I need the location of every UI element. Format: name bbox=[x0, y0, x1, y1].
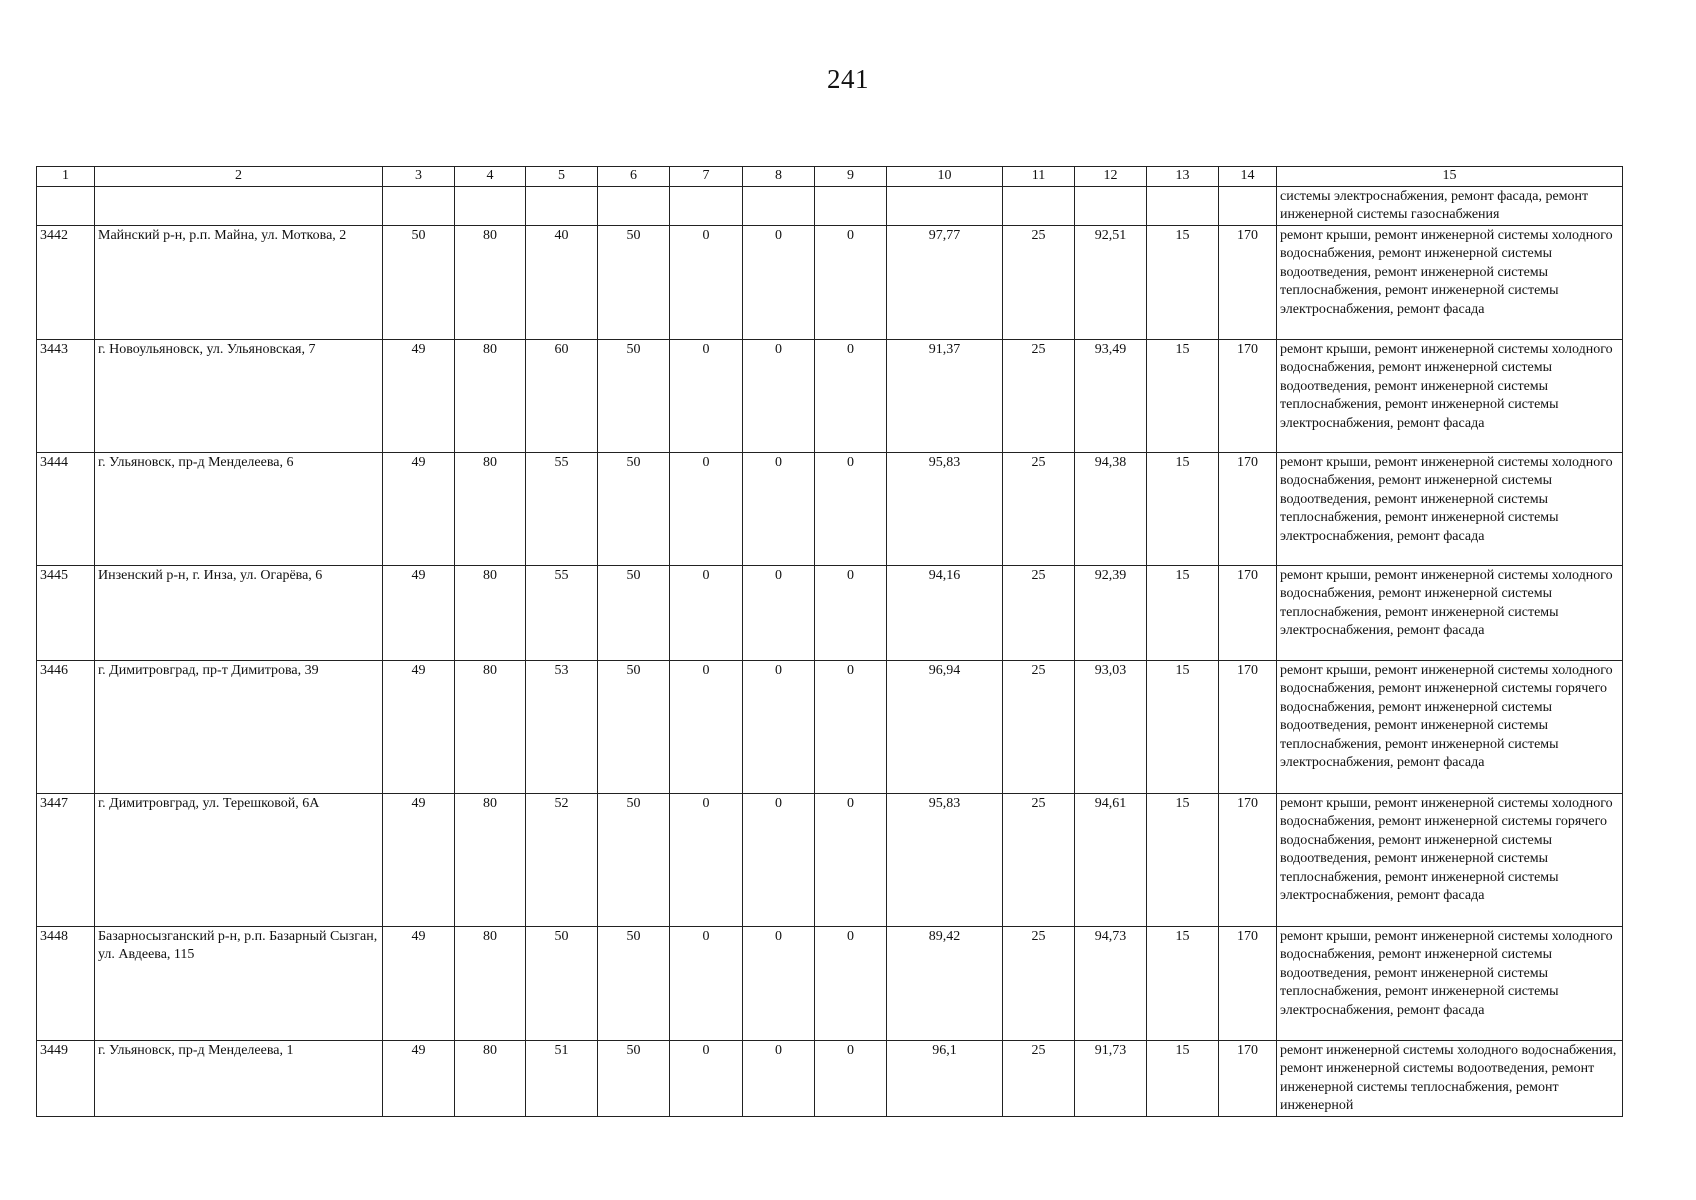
value-cell: 80 bbox=[455, 660, 526, 793]
value-cell: 170 bbox=[1219, 452, 1277, 565]
value-cell: 51 bbox=[526, 1040, 598, 1116]
table-cell bbox=[95, 186, 383, 225]
row-number-cell: 3446 bbox=[37, 660, 95, 793]
table-row bbox=[37, 660, 1623, 793]
column-header: 1 bbox=[37, 167, 95, 187]
value-cell: 80 bbox=[455, 225, 526, 339]
value-cell: 80 bbox=[455, 1040, 526, 1116]
value-cell: 50 bbox=[598, 660, 670, 793]
value-cell: 55 bbox=[526, 565, 598, 660]
value-cell: 80 bbox=[455, 565, 526, 660]
column-header: 12 bbox=[1075, 167, 1147, 187]
value-cell: 0 bbox=[670, 793, 743, 926]
value-cell: 91,73 bbox=[1075, 1040, 1147, 1116]
table-cell bbox=[1003, 186, 1075, 225]
table-cell bbox=[598, 186, 670, 225]
works-cell: ремонт инженерной системы холодного водоснабжения, ремонт инженерной системы водоотведения, ремонт инженерной системы теплоснабжения, ремонт инженерной bbox=[1277, 1040, 1623, 1116]
housing-repair-table bbox=[36, 166, 1623, 1117]
value-cell: 170 bbox=[1219, 926, 1277, 1040]
value-cell: 15 bbox=[1147, 1040, 1219, 1116]
value-cell: 60 bbox=[526, 339, 598, 452]
value-cell: 0 bbox=[815, 339, 887, 452]
value-cell: 49 bbox=[383, 926, 455, 1040]
value-cell: 96,1 bbox=[887, 1040, 1003, 1116]
value-cell: 80 bbox=[455, 452, 526, 565]
row-number-cell: 3447 bbox=[37, 793, 95, 926]
works-cell: ремонт крыши, ремонт инженерной системы холодного водоснабжения, ремонт инженерной системы водоотведения, ремонт инженерной системы теплоснабжения, ремонт инженерной системы электроснабжения, ремонт фасада bbox=[1277, 926, 1623, 1040]
column-header: 10 bbox=[887, 167, 1003, 187]
works-cell: ремонт крыши, ремонт инженерной системы холодного водоснабжения, ремонт инженерной системы водоотведения, ремонт инженерной системы теплоснабжения, ремонт инженерной системы электроснабжения, ремонт фасада bbox=[1277, 339, 1623, 452]
value-cell: 170 bbox=[1219, 565, 1277, 660]
table-row bbox=[37, 793, 1623, 926]
value-cell: 0 bbox=[743, 452, 815, 565]
value-cell: 15 bbox=[1147, 660, 1219, 793]
value-cell: 0 bbox=[670, 1040, 743, 1116]
value-cell: 0 bbox=[670, 660, 743, 793]
value-cell: 92,51 bbox=[1075, 225, 1147, 339]
table-cell bbox=[455, 186, 526, 225]
value-cell: 49 bbox=[383, 565, 455, 660]
address-cell: г. Димитровград, ул. Терешковой, 6А bbox=[95, 793, 383, 926]
column-header: 13 bbox=[1147, 167, 1219, 187]
value-cell: 0 bbox=[670, 225, 743, 339]
value-cell: 80 bbox=[455, 926, 526, 1040]
row-number-cell: 3443 bbox=[37, 339, 95, 452]
table-cell bbox=[815, 186, 887, 225]
value-cell: 49 bbox=[383, 339, 455, 452]
value-cell: 170 bbox=[1219, 660, 1277, 793]
value-cell: 53 bbox=[526, 660, 598, 793]
value-cell: 25 bbox=[1003, 339, 1075, 452]
value-cell: 95,83 bbox=[887, 793, 1003, 926]
value-cell: 49 bbox=[383, 793, 455, 926]
page-number: 241 bbox=[827, 64, 869, 94]
value-cell: 94,73 bbox=[1075, 926, 1147, 1040]
value-cell: 49 bbox=[383, 452, 455, 565]
value-cell: 50 bbox=[598, 452, 670, 565]
value-cell: 94,16 bbox=[887, 565, 1003, 660]
value-cell: 25 bbox=[1003, 926, 1075, 1040]
value-cell: 0 bbox=[670, 452, 743, 565]
works-cell: ремонт крыши, ремонт инженерной системы холодного водоснабжения, ремонт инженерной системы горячего водоснабжения, ремонт инженерной системы водоотведения, ремонт инженерной системы теплоснабжения, ремонт инженерной системы электроснабжения, ремонт фасада bbox=[1277, 660, 1623, 793]
value-cell: 80 bbox=[455, 339, 526, 452]
column-header: 6 bbox=[598, 167, 670, 187]
value-cell: 25 bbox=[1003, 565, 1075, 660]
table-row bbox=[37, 452, 1623, 565]
value-cell: 25 bbox=[1003, 225, 1075, 339]
address-cell: г. Ульяновск, пр-д Менделеева, 1 bbox=[95, 1040, 383, 1116]
table-cell bbox=[526, 186, 598, 225]
value-cell: 0 bbox=[743, 339, 815, 452]
value-cell: 93,03 bbox=[1075, 660, 1147, 793]
value-cell: 0 bbox=[743, 926, 815, 1040]
value-cell: 15 bbox=[1147, 339, 1219, 452]
address-cell: Базарносызганский р-н, р.п. Базарный Сызган, ул. Авдеева, 115 bbox=[95, 926, 383, 1040]
value-cell: 50 bbox=[598, 225, 670, 339]
column-header: 2 bbox=[95, 167, 383, 187]
value-cell: 91,37 bbox=[887, 339, 1003, 452]
column-header: 4 bbox=[455, 167, 526, 187]
value-cell: 49 bbox=[383, 1040, 455, 1116]
value-cell: 94,61 bbox=[1075, 793, 1147, 926]
value-cell: 170 bbox=[1219, 339, 1277, 452]
table-cell bbox=[1075, 186, 1147, 225]
column-header: 3 bbox=[383, 167, 455, 187]
column-header: 7 bbox=[670, 167, 743, 187]
table-row bbox=[37, 225, 1623, 339]
column-header: 15 bbox=[1277, 167, 1623, 187]
value-cell: 0 bbox=[670, 339, 743, 452]
column-header: 14 bbox=[1219, 167, 1277, 187]
value-cell: 0 bbox=[743, 565, 815, 660]
table-cell bbox=[670, 186, 743, 225]
value-cell: 92,39 bbox=[1075, 565, 1147, 660]
row-number-cell: 3442 bbox=[37, 225, 95, 339]
value-cell: 95,83 bbox=[887, 452, 1003, 565]
value-cell: 0 bbox=[743, 225, 815, 339]
value-cell: 25 bbox=[1003, 452, 1075, 565]
value-cell: 0 bbox=[670, 926, 743, 1040]
table-cell bbox=[37, 186, 95, 225]
column-header: 11 bbox=[1003, 167, 1075, 187]
column-number-header-row bbox=[37, 167, 1623, 187]
column-header: 5 bbox=[526, 167, 598, 187]
table-row bbox=[37, 1040, 1623, 1116]
value-cell: 0 bbox=[815, 1040, 887, 1116]
value-cell: 0 bbox=[815, 565, 887, 660]
column-header: 9 bbox=[815, 167, 887, 187]
value-cell: 0 bbox=[815, 926, 887, 1040]
value-cell: 0 bbox=[743, 660, 815, 793]
address-cell: г. Димитровград, пр-т Димитрова, 39 bbox=[95, 660, 383, 793]
value-cell: 15 bbox=[1147, 793, 1219, 926]
value-cell: 50 bbox=[598, 1040, 670, 1116]
works-cell: ремонт крыши, ремонт инженерной системы холодного водоснабжения, ремонт инженерной системы теплоснабжения, ремонт инженерной системы электроснабжения, ремонт фасада bbox=[1277, 565, 1623, 660]
works-cell: ремонт крыши, ремонт инженерной системы холодного водоснабжения, ремонт инженерной системы водоотведения, ремонт инженерной системы теплоснабжения, ремонт инженерной системы электроснабжения, ремонт фасада bbox=[1277, 452, 1623, 565]
value-cell: 49 bbox=[383, 660, 455, 793]
works-cell: ремонт крыши, ремонт инженерной системы холодного водоснабжения, ремонт инженерной системы водоотведения, ремонт инженерной системы теплоснабжения, ремонт инженерной системы электроснабжения, ремонт фасада bbox=[1277, 225, 1623, 339]
value-cell: 0 bbox=[815, 793, 887, 926]
value-cell: 25 bbox=[1003, 793, 1075, 926]
table-row bbox=[37, 565, 1623, 660]
row-number-cell: 3449 bbox=[37, 1040, 95, 1116]
address-cell: Майнский р-н, р.п. Майна, ул. Моткова, 2 bbox=[95, 225, 383, 339]
column-header: 8 bbox=[743, 167, 815, 187]
row-number-cell: 3448 bbox=[37, 926, 95, 1040]
continuation-row bbox=[37, 186, 1623, 225]
value-cell: 80 bbox=[455, 793, 526, 926]
value-cell: 40 bbox=[526, 225, 598, 339]
value-cell: 25 bbox=[1003, 1040, 1075, 1116]
value-cell: 15 bbox=[1147, 452, 1219, 565]
table-cell bbox=[1219, 186, 1277, 225]
table-cell bbox=[743, 186, 815, 225]
value-cell: 89,42 bbox=[887, 926, 1003, 1040]
value-cell: 94,38 bbox=[1075, 452, 1147, 565]
value-cell: 0 bbox=[815, 225, 887, 339]
table-cell bbox=[887, 186, 1003, 225]
table-row bbox=[37, 339, 1623, 452]
value-cell: 50 bbox=[598, 339, 670, 452]
value-cell: 0 bbox=[670, 565, 743, 660]
address-cell: г. Ульяновск, пр-д Менделеева, 6 bbox=[95, 452, 383, 565]
works-cell: системы электроснабжения, ремонт фасада, ремонт инженерной системы газоснабжения bbox=[1277, 186, 1623, 225]
value-cell: 25 bbox=[1003, 660, 1075, 793]
table-cell bbox=[1147, 186, 1219, 225]
value-cell: 50 bbox=[526, 926, 598, 1040]
value-cell: 15 bbox=[1147, 926, 1219, 1040]
row-number-cell: 3444 bbox=[37, 452, 95, 565]
address-cell: г. Новоульяновск, ул. Ульяновская, 7 bbox=[95, 339, 383, 452]
table-cell bbox=[383, 186, 455, 225]
value-cell: 50 bbox=[598, 926, 670, 1040]
value-cell: 93,49 bbox=[1075, 339, 1147, 452]
value-cell: 55 bbox=[526, 452, 598, 565]
row-number-cell: 3445 bbox=[37, 565, 95, 660]
table-row bbox=[37, 926, 1623, 1040]
value-cell: 170 bbox=[1219, 225, 1277, 339]
value-cell: 96,94 bbox=[887, 660, 1003, 793]
value-cell: 0 bbox=[815, 452, 887, 565]
works-cell: ремонт крыши, ремонт инженерной системы холодного водоснабжения, ремонт инженерной системы горячего водоснабжения, ремонт инженерной системы водоотведения, ремонт инженерной системы теплоснабжения, ремонт инженерной системы электроснабжения, ремонт фасада bbox=[1277, 793, 1623, 926]
value-cell: 52 bbox=[526, 793, 598, 926]
value-cell: 170 bbox=[1219, 1040, 1277, 1116]
address-cell: Инзенский р-н, г. Инза, ул. Огарёва, 6 bbox=[95, 565, 383, 660]
value-cell: 0 bbox=[743, 1040, 815, 1116]
value-cell: 97,77 bbox=[887, 225, 1003, 339]
value-cell: 0 bbox=[743, 793, 815, 926]
value-cell: 15 bbox=[1147, 565, 1219, 660]
value-cell: 170 bbox=[1219, 793, 1277, 926]
value-cell: 15 bbox=[1147, 225, 1219, 339]
value-cell: 50 bbox=[383, 225, 455, 339]
value-cell: 0 bbox=[815, 660, 887, 793]
value-cell: 50 bbox=[598, 793, 670, 926]
value-cell: 50 bbox=[598, 565, 670, 660]
